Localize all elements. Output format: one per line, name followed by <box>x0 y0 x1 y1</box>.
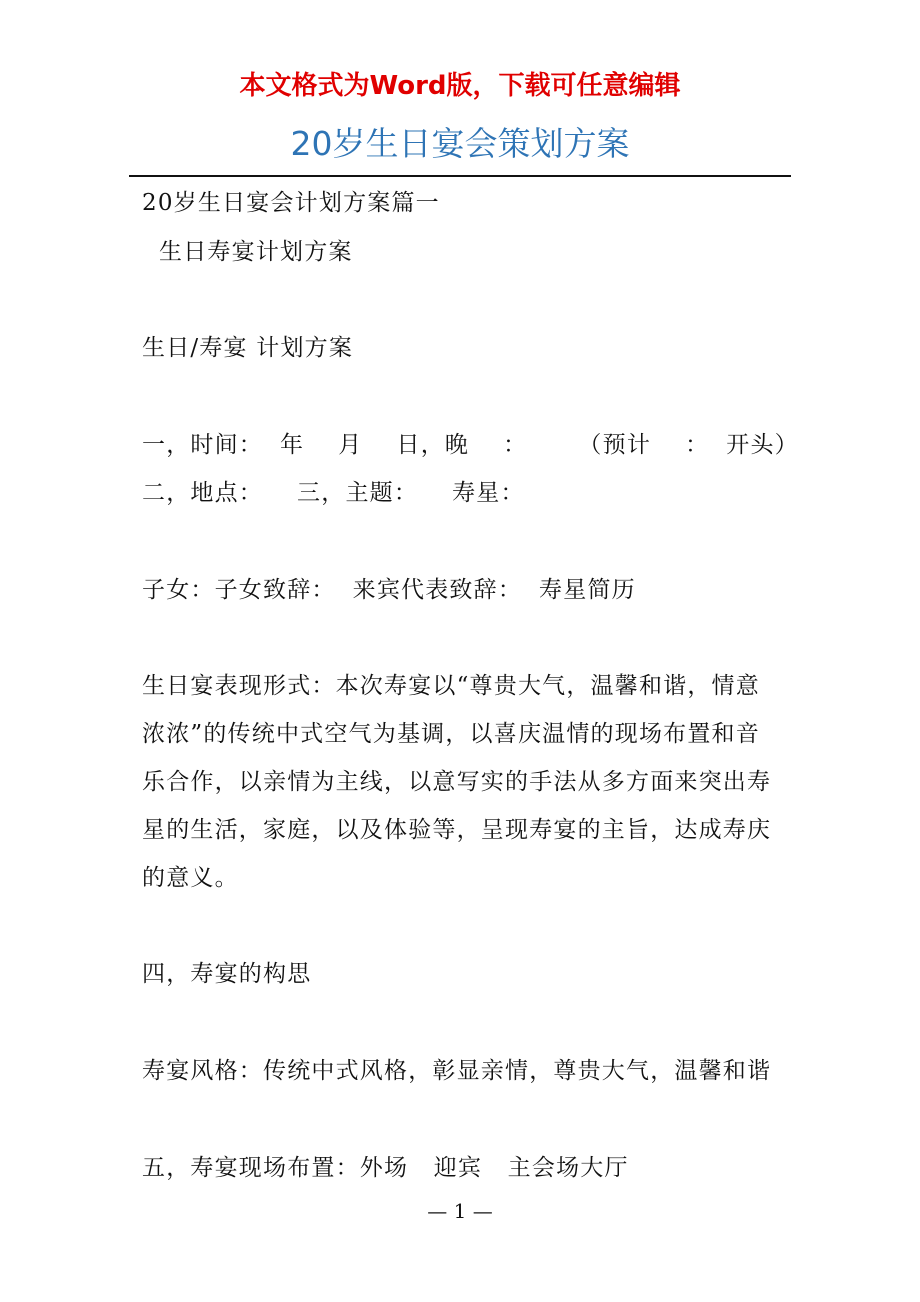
paragraph-line: 浓浓”的传统中式空气为基调，以喜庆温情的现场布置和音 <box>142 721 760 747</box>
format-notice: 本文格式为Word版，下载可任意编辑 <box>239 71 681 101</box>
section-heading-concept: 四，寿宴的构思 <box>142 961 312 987</box>
page-number: — 1 — <box>427 1199 493 1223</box>
section-heading-1: 20岁生日宴会计划方案篇一 <box>142 190 440 216</box>
paragraph-line: 的意义。 <box>142 865 239 891</box>
title-divider <box>129 175 791 177</box>
paragraph-line: 星的生活，家庭，以及体验等，呈现寿宴的主旨，达成寿庆 <box>142 817 772 843</box>
location-theme-line: 二，地点： 三，主题： 寿星： <box>142 480 525 506</box>
style-line: 寿宴风格：传统中式风格，彰显亲情，尊贵大气，温馨和谐 <box>142 1058 772 1084</box>
plan-title: 生日/寿宴 计划方案 <box>142 335 354 361</box>
subheading-plan: 生日寿宴计划方案 <box>142 239 353 265</box>
speeches-line: 子女：子女致辞： 来宾代表致辞： 寿星简历 <box>142 577 636 603</box>
venue-layout-line: 五，寿宴现场布置：外场 迎宾 主会场大厅 <box>142 1155 629 1181</box>
paragraph-line: 乐合作，以亲情为主线，以意写实的手法从多方面来突出寿 <box>142 769 772 795</box>
paragraph-line: 生日宴表现形式：本次寿宴以“尊贵大气，温馨和谐，情意 <box>142 673 760 699</box>
document-title: 20岁生日宴会策划方案 <box>290 124 630 163</box>
time-line: 一，时间： 年 月 日，晚 ： （预计 ： 开头） <box>142 432 799 458</box>
